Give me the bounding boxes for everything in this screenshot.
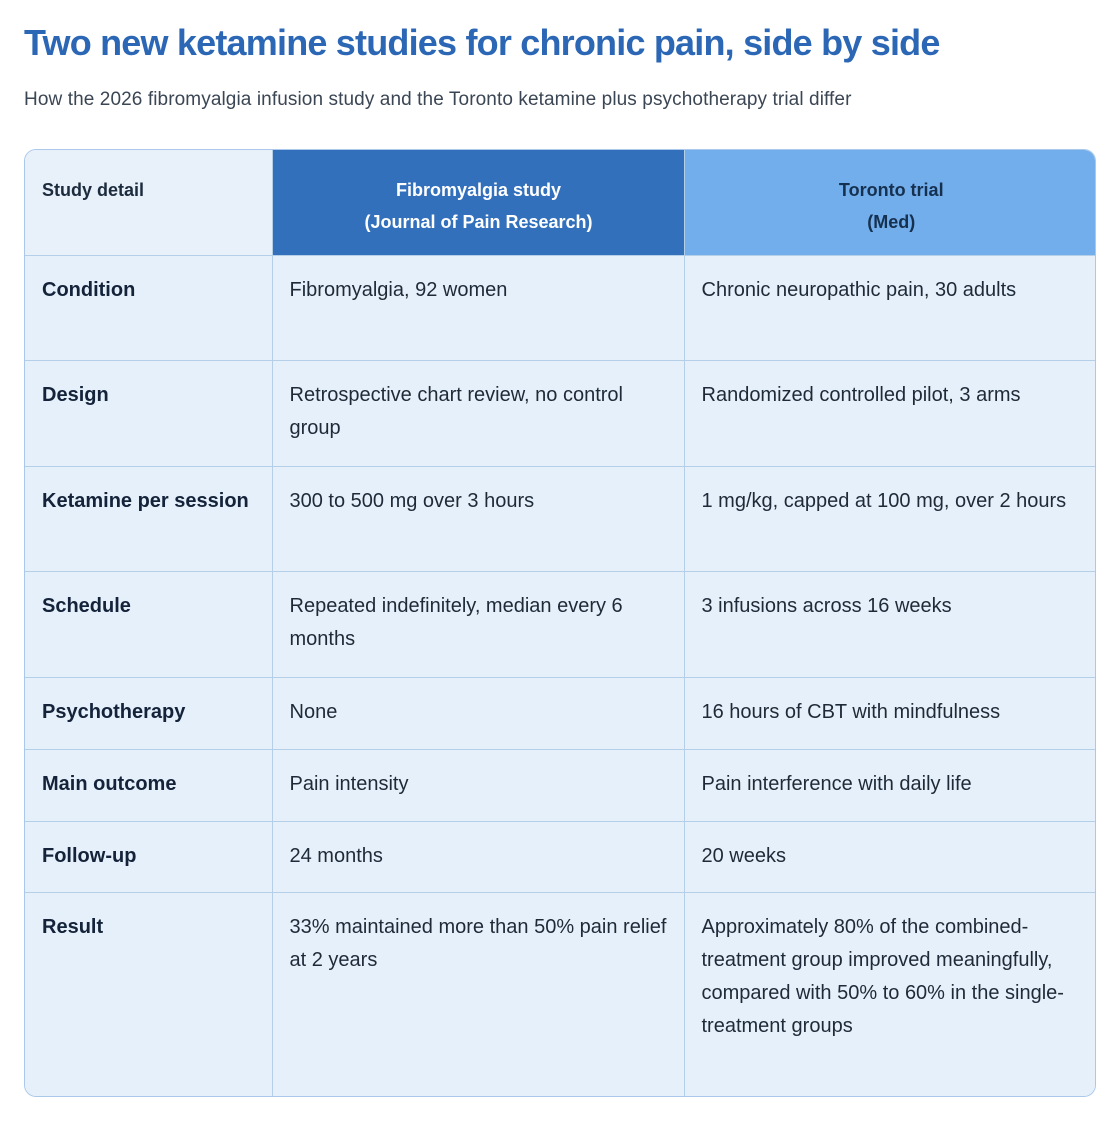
table-row	[25, 892, 1096, 1096]
cell-fibromyalgia: 33% maintained more than 50% pain relief at 2 years	[272, 892, 684, 1096]
header-toronto-trial	[684, 150, 1096, 255]
row-label-result: Result	[25, 892, 272, 1096]
header-fibromyalgia-study	[272, 150, 684, 255]
cell-fibromyalgia: Retrospective chart review, no control group	[272, 360, 684, 466]
header-toronto-title: Toronto trial	[838, 180, 944, 200]
cell-fibromyalgia: 24 months	[272, 821, 684, 892]
cell-toronto: Chronic neuropathic pain, 30 adults	[684, 255, 1096, 360]
table-row	[25, 466, 1096, 571]
cell-toronto: 16 hours of CBT with mindfulness	[684, 677, 1096, 749]
comparison-table	[24, 149, 1096, 1097]
row-label-design: Design	[25, 360, 272, 466]
header-toronto-source: (Med)	[867, 212, 916, 232]
table-row	[25, 749, 1096, 821]
row-label-psychotherapy: Psychotherapy	[25, 677, 272, 749]
cell-fibromyalgia: Pain intensity	[272, 749, 684, 821]
cell-toronto: 3 infusions across 16 weeks	[684, 571, 1096, 677]
row-label-main-outcome: Main outcome	[25, 749, 272, 821]
header-study-detail: Study detail	[25, 150, 272, 255]
page-title: Two new ketamine studies for chronic pain, side by side	[24, 22, 940, 63]
row-label-follow-up: Follow-up	[25, 821, 272, 892]
cell-toronto: Randomized controlled pilot, 3 arms	[684, 360, 1096, 466]
cell-fibromyalgia: 300 to 500 mg over 3 hours	[272, 466, 684, 571]
cell-toronto: 20 weeks	[684, 821, 1096, 892]
cell-fibromyalgia: Fibromyalgia, 92 women	[272, 255, 684, 360]
table-row	[25, 677, 1096, 749]
cell-fibromyalgia: None	[272, 677, 684, 749]
cell-fibromyalgia: Repeated indefinitely, median every 6 months	[272, 571, 684, 677]
row-label-condition: Condition	[25, 255, 272, 360]
table-header-row	[25, 150, 1096, 255]
table-row	[25, 571, 1096, 677]
header-fibromyalgia-title: Fibromyalgia study	[395, 180, 562, 200]
row-label-schedule: Schedule	[25, 571, 272, 677]
table-row	[25, 255, 1096, 360]
page-subtitle: How the 2026 fibromyalgia infusion study and the Toronto ketamine plus psychotherapy trial differ	[24, 89, 852, 110]
table-row	[25, 821, 1096, 892]
header-fibromyalgia-source: (Journal of Pain Research)	[364, 212, 593, 232]
cell-toronto: Approximately 80% of the combined-treatment group improved meaningfully, compared with 50% to 60% in the single-treatment groups	[684, 892, 1096, 1096]
table-row	[25, 360, 1096, 466]
cell-toronto: 1 mg/kg, capped at 100 mg, over 2 hours	[684, 466, 1096, 571]
cell-toronto: Pain interference with daily life	[684, 749, 1096, 821]
row-label-ketamine-per-session: Ketamine per session	[25, 466, 272, 571]
